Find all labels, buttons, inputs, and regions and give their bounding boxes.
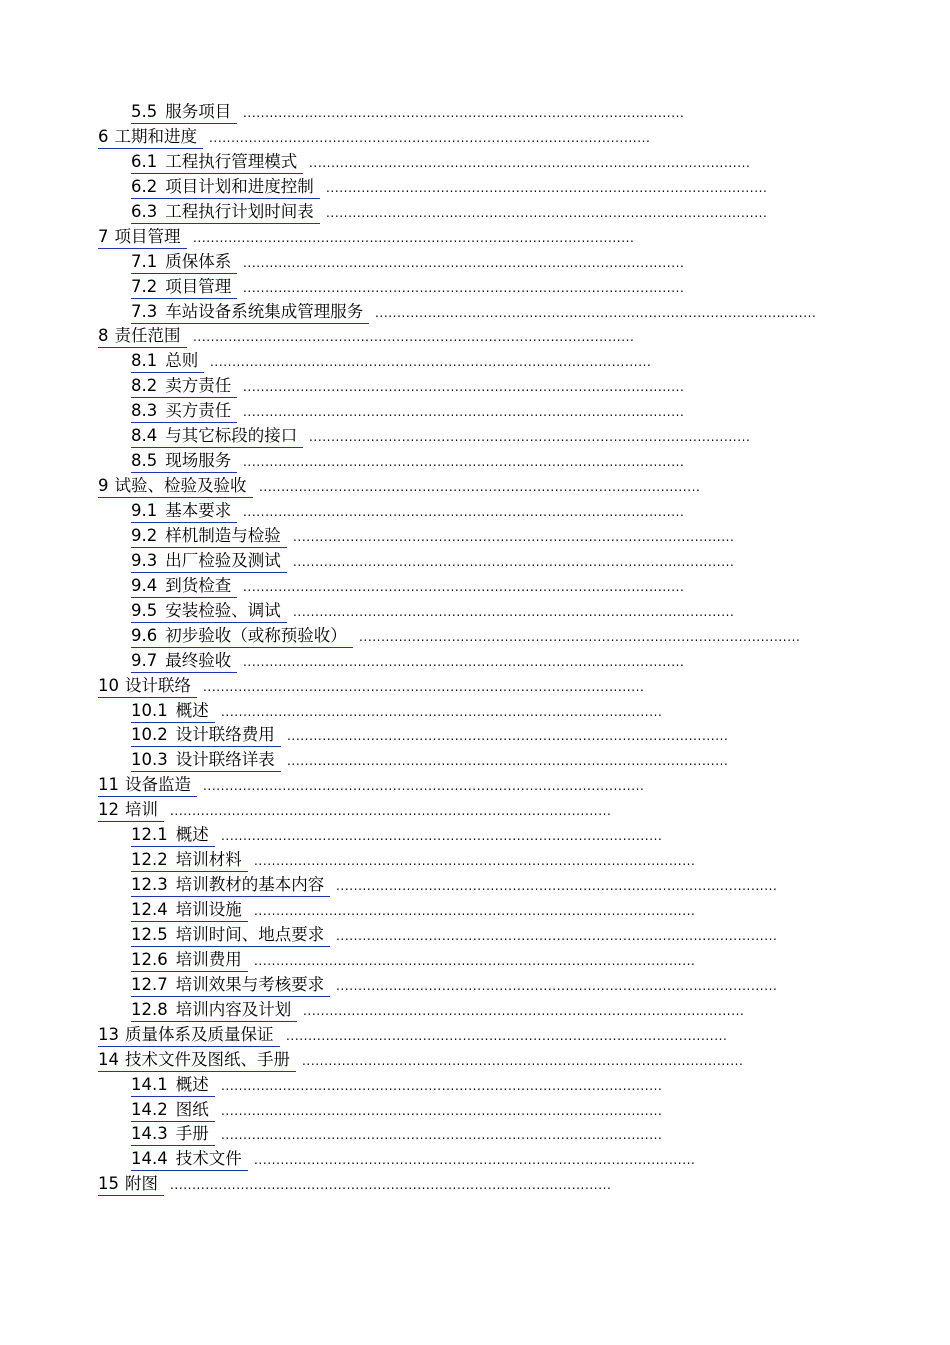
toc-title: 培训费用 xyxy=(175,949,242,969)
toc-link[interactable] xyxy=(131,874,330,897)
toc-dot-leader: .................................................................................................... xyxy=(287,729,729,744)
toc-dot-leader: .................................................................................................... xyxy=(243,106,685,120)
toc-link[interactable] xyxy=(98,799,164,822)
toc-dot-leader: .................................................................................................... xyxy=(254,1153,696,1168)
toc-title: 到货检查 xyxy=(165,575,232,595)
toc-link[interactable] xyxy=(98,1049,296,1072)
toc-dot-leader: .................................................................................................... xyxy=(259,480,701,495)
toc-title: 培训教材的基本内容 xyxy=(175,875,325,895)
toc-title: 最终验收 xyxy=(165,650,232,670)
toc-title: 责任范围 xyxy=(114,326,181,346)
toc-title: 培训时间、地点要求 xyxy=(175,924,325,944)
toc-link[interactable] xyxy=(131,749,281,772)
toc-link[interactable] xyxy=(98,1024,280,1047)
toc-dot-leader: .................................................................................................... xyxy=(287,754,729,769)
toc-number: 8.3 xyxy=(131,401,158,421)
toc-number: 8.4 xyxy=(131,426,158,446)
toc-dot-leader: .................................................................................................... xyxy=(336,879,778,894)
toc-number: 13 xyxy=(98,1024,119,1044)
toc-number: 14.2 xyxy=(131,1099,168,1119)
toc-entry xyxy=(0,450,950,475)
toc-entry xyxy=(0,1123,950,1148)
toc-title: 概述 xyxy=(175,1074,209,1094)
toc-entry xyxy=(0,1074,950,1099)
toc-link[interactable] xyxy=(131,924,330,947)
toc-dot-leader: .................................................................................................... xyxy=(286,1028,728,1043)
toc-entry xyxy=(0,325,950,350)
toc-title: 设计联络详表 xyxy=(175,750,275,770)
toc-link[interactable] xyxy=(98,325,187,348)
toc-title: 总则 xyxy=(165,351,199,371)
toc-title: 工期和进度 xyxy=(114,126,197,146)
toc-entry xyxy=(0,1099,950,1124)
toc-link[interactable] xyxy=(98,475,253,498)
toc-dot-leader: .................................................................................................... xyxy=(209,130,651,145)
toc-dot-leader: .................................................................................................... xyxy=(293,554,735,569)
toc-dot-leader: .................................................................................................... xyxy=(293,604,735,619)
toc-dot-leader: .................................................................................................... xyxy=(254,904,696,918)
toc-entry xyxy=(0,126,950,151)
toc-link[interactable] xyxy=(131,1148,248,1171)
toc-title: 培训内容及计划 xyxy=(175,999,292,1019)
toc-link[interactable] xyxy=(131,625,353,648)
toc-dot-leader: .................................................................................................... xyxy=(336,978,778,993)
toc-title: 工程执行计划时间表 xyxy=(165,201,314,221)
toc-entry xyxy=(0,400,950,425)
toc-dot-leader: .................................................................................................... xyxy=(302,1053,744,1068)
toc-number: 12.3 xyxy=(131,875,168,895)
toc-number: 14.4 xyxy=(131,1149,168,1169)
toc-dot-leader: .................................................................................................... xyxy=(221,1103,663,1118)
toc-link[interactable] xyxy=(131,301,369,324)
toc-link[interactable] xyxy=(131,724,281,747)
toc-link[interactable] xyxy=(98,675,197,698)
toc-entry xyxy=(0,176,950,201)
toc-entry xyxy=(0,700,950,725)
toc-title: 基本要求 xyxy=(165,501,232,520)
toc-title: 初步验收（或称预验收） xyxy=(165,625,347,645)
toc-title: 现场服务 xyxy=(165,451,232,471)
toc-link[interactable] xyxy=(131,450,237,473)
toc-title: 技术文件 xyxy=(175,1149,242,1169)
toc-title: 出厂检验及测试 xyxy=(165,550,281,570)
toc-dot-leader: .................................................................................................... xyxy=(309,430,751,445)
toc-dot-leader: .................................................................................................... xyxy=(221,1078,663,1093)
toc-title: 工程执行管理模式 xyxy=(165,151,298,171)
toc-link[interactable] xyxy=(131,899,248,922)
toc-number: 10.1 xyxy=(131,700,168,720)
toc-dot-leader: .................................................................................................... xyxy=(243,405,685,420)
toc-entry xyxy=(0,949,950,974)
toc-link[interactable] xyxy=(131,1099,215,1122)
toc-link[interactable] xyxy=(131,974,330,997)
toc-link[interactable] xyxy=(131,201,320,224)
toc-entry xyxy=(0,625,950,650)
toc-number: 14.1 xyxy=(131,1074,168,1094)
toc-entry xyxy=(0,849,950,874)
toc-link[interactable] xyxy=(131,600,287,623)
toc-link[interactable] xyxy=(131,824,215,847)
toc-number: 9.6 xyxy=(131,625,158,645)
toc-link[interactable] xyxy=(131,1074,215,1097)
toc-dot-leader: .................................................................................................... xyxy=(221,829,663,844)
toc-title: 培训设施 xyxy=(175,900,242,919)
toc-link[interactable] xyxy=(131,251,237,274)
toc-dot-leader: .................................................................................................... xyxy=(254,953,696,968)
toc-number: 5.5 xyxy=(131,102,158,121)
toc-number: 12.1 xyxy=(131,825,168,845)
toc-entry xyxy=(0,974,950,999)
toc-number: 12.6 xyxy=(131,949,168,969)
toc-title: 技术文件及图纸、手册 xyxy=(125,1049,290,1069)
toc-entry xyxy=(0,201,950,226)
toc-number: 11 xyxy=(98,775,119,795)
toc-title: 与其它标段的接口 xyxy=(165,426,298,446)
toc-title: 试验、检验及验收 xyxy=(114,476,247,496)
toc-number: 10.2 xyxy=(131,725,168,745)
toc-number: 8 xyxy=(98,326,109,346)
toc-entry xyxy=(0,101,950,126)
toc-dot-leader: .................................................................................................... xyxy=(375,305,817,320)
toc-entry xyxy=(0,276,950,301)
toc-title: 培训 xyxy=(125,800,158,820)
toc-dot-leader: .................................................................................................... xyxy=(326,180,768,195)
toc-title: 概述 xyxy=(175,700,209,720)
toc-number: 12.5 xyxy=(131,924,168,944)
toc-number: 6.3 xyxy=(131,201,158,221)
toc-dot-leader: .................................................................................................... xyxy=(170,804,612,819)
toc-entry xyxy=(0,575,950,600)
toc-entry xyxy=(0,251,950,276)
toc-link[interactable] xyxy=(131,425,303,448)
toc-title: 项目管理 xyxy=(114,226,181,246)
toc-link[interactable] xyxy=(131,375,237,398)
toc-dot-leader: .................................................................................................... xyxy=(293,529,735,544)
toc-entry xyxy=(0,475,950,500)
toc-link[interactable] xyxy=(131,176,320,199)
toc-title: 图纸 xyxy=(175,1099,209,1119)
toc-link[interactable] xyxy=(98,774,197,797)
toc-title: 培训效果与考核要求 xyxy=(175,974,325,994)
toc-dot-leader: .................................................................................................... xyxy=(221,1128,663,1143)
toc-title: 项目计划和进度控制 xyxy=(165,176,314,196)
toc-number: 8.5 xyxy=(131,451,158,471)
toc-title: 样机制造与检验 xyxy=(165,525,281,545)
toc-link[interactable] xyxy=(131,575,237,598)
toc-link[interactable] xyxy=(98,126,203,149)
toc-number: 8.1 xyxy=(131,351,158,371)
toc-number: 9 xyxy=(98,476,109,496)
toc-title: 设计联络费用 xyxy=(175,725,275,745)
toc-number: 12.7 xyxy=(131,974,168,994)
toc-dot-leader: .................................................................................................... xyxy=(326,205,768,220)
toc-link[interactable] xyxy=(98,226,187,249)
toc-number: 9.4 xyxy=(131,575,158,595)
toc-number: 10 xyxy=(98,675,119,695)
toc-dot-leader: .................................................................................................... xyxy=(193,330,635,345)
toc-link[interactable] xyxy=(131,350,204,373)
toc-title: 手册 xyxy=(175,1124,209,1144)
toc-entry xyxy=(0,226,950,251)
toc-dot-leader: .................................................................................................... xyxy=(243,455,685,470)
toc-title: 服务项目 xyxy=(165,102,232,121)
table-of-contents xyxy=(0,101,950,1198)
toc-link[interactable] xyxy=(131,276,237,299)
toc-number: 9.7 xyxy=(131,650,158,670)
toc-number: 12 xyxy=(98,800,119,820)
toc-title: 附图 xyxy=(125,1174,158,1194)
toc-link[interactable] xyxy=(131,525,287,548)
toc-title: 车站设备系统集成管理服务 xyxy=(165,301,364,321)
toc-title: 概述 xyxy=(175,825,209,845)
toc-number: 6.2 xyxy=(131,176,158,196)
toc-number: 7.3 xyxy=(131,301,158,321)
toc-link[interactable] xyxy=(131,500,237,523)
toc-dot-leader: .................................................................................................... xyxy=(170,1178,612,1193)
toc-number: 9.1 xyxy=(131,501,158,520)
toc-number: 6.1 xyxy=(131,151,158,171)
toc-entry xyxy=(0,899,950,924)
toc-entry xyxy=(0,749,950,774)
toc-link[interactable] xyxy=(131,101,237,124)
toc-entry xyxy=(0,675,950,700)
toc-entry xyxy=(0,350,950,375)
toc-title: 设计联络 xyxy=(125,675,191,695)
toc-entry xyxy=(0,824,950,849)
toc-title: 培训材料 xyxy=(175,850,242,870)
toc-link[interactable] xyxy=(131,999,297,1022)
toc-entry xyxy=(0,1024,950,1049)
toc-dot-leader: .................................................................................................... xyxy=(221,704,663,719)
toc-title: 质保体系 xyxy=(165,251,232,271)
toc-dot-leader: .................................................................................................... xyxy=(203,779,645,794)
toc-number: 8.2 xyxy=(131,376,158,396)
toc-dot-leader: .................................................................................................... xyxy=(336,928,778,943)
toc-dot-leader: .................................................................................................... xyxy=(243,505,685,519)
toc-number: 7.2 xyxy=(131,276,158,296)
toc-entry xyxy=(0,724,950,749)
toc-dot-leader: .................................................................................................... xyxy=(243,579,685,594)
toc-title: 设备监造 xyxy=(125,775,191,795)
toc-dot-leader: .................................................................................................... xyxy=(243,380,685,395)
toc-entry xyxy=(0,525,950,550)
toc-dot-leader: .................................................................................................... xyxy=(243,280,685,295)
toc-entry xyxy=(0,799,950,824)
toc-number: 10.3 xyxy=(131,750,168,770)
toc-dot-leader: .................................................................................................... xyxy=(359,629,801,644)
toc-number: 9.2 xyxy=(131,525,158,545)
toc-entry xyxy=(0,151,950,176)
toc-link[interactable] xyxy=(131,550,287,573)
toc-entry xyxy=(0,650,950,675)
toc-entry xyxy=(0,924,950,949)
toc-number: 12.8 xyxy=(131,999,168,1019)
toc-entry xyxy=(0,600,950,625)
toc-dot-leader: .................................................................................................... xyxy=(243,255,685,270)
toc-dot-leader: .................................................................................................... xyxy=(193,230,635,245)
toc-link[interactable] xyxy=(98,1173,164,1196)
toc-link[interactable] xyxy=(131,700,215,723)
toc-title: 质量体系及质量保证 xyxy=(125,1024,274,1044)
toc-entry xyxy=(0,1148,950,1173)
toc-number: 12.2 xyxy=(131,850,168,870)
toc-entry xyxy=(0,1173,950,1198)
toc-dot-leader: .................................................................................................... xyxy=(243,654,685,669)
toc-number: 15 xyxy=(98,1174,119,1194)
toc-number: 9.3 xyxy=(131,550,158,570)
toc-entry xyxy=(0,550,950,575)
toc-title: 买方责任 xyxy=(165,401,232,421)
toc-link[interactable] xyxy=(131,849,248,872)
toc-entry xyxy=(0,774,950,799)
toc-number: 12.4 xyxy=(131,900,168,919)
toc-entry xyxy=(0,874,950,899)
toc-entry xyxy=(0,375,950,400)
toc-dot-leader: .................................................................................................... xyxy=(254,854,696,869)
toc-number: 14.3 xyxy=(131,1124,168,1144)
toc-dot-leader: .................................................................................................... xyxy=(203,679,645,694)
toc-title: 项目管理 xyxy=(165,276,232,296)
toc-entry xyxy=(0,425,950,450)
toc-number: 7 xyxy=(98,226,109,246)
toc-link[interactable] xyxy=(131,949,248,972)
toc-link[interactable] xyxy=(131,1123,215,1146)
toc-number: 14 xyxy=(98,1049,119,1069)
toc-link[interactable] xyxy=(131,650,237,673)
toc-dot-leader: .................................................................................................... xyxy=(309,155,751,170)
toc-dot-leader: .................................................................................................... xyxy=(210,355,652,370)
toc-link[interactable] xyxy=(131,151,303,174)
toc-title: 卖方责任 xyxy=(165,376,232,396)
toc-number: 6 xyxy=(98,126,109,146)
toc-entry xyxy=(0,500,950,525)
toc-link[interactable] xyxy=(131,400,237,423)
toc-entry xyxy=(0,1049,950,1074)
toc-dot-leader: .................................................................................................... xyxy=(303,1003,745,1018)
toc-number: 9.5 xyxy=(131,600,158,620)
toc-entry xyxy=(0,999,950,1024)
toc-number: 7.1 xyxy=(131,251,158,271)
toc-entry xyxy=(0,301,950,326)
toc-title: 安装检验、调试 xyxy=(165,600,281,620)
